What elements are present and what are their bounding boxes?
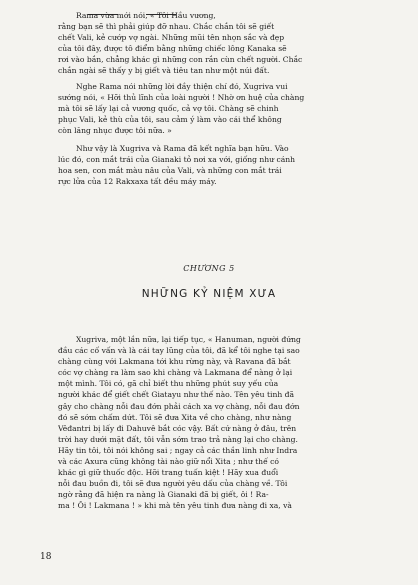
paragraph-3: Như vậy là Xugriva và Rama đã kết nghĩa bạn hữu. Vào lúc đó, con mắt trái của Gianaki tỏ nơi xa với, giống như cánh hoa sen, con mắt màu nâu của Vali, và những con mắt trái rực lửa của 12 Rakxaxa tất đều máy máy.: [58, 144, 296, 187]
paragraph-1: Rama vừa mới nói, « Tôi Hầu vương, rằng bạn sẽ thì phải giúp đỡ nhau. Chắc chắn tôi sẽ giết chết Vali, kẻ cướp vợ ngài. Những mũi tên nhọn sắc và đẹp của tôi đây, được tô điểm bằng những chiếc lông Kanaka sẽ rơi vào bắn, chẳng khác gì những con rắn cùn chết người. Chắc chắn ngài sẽ thấy y bị giết và tiêu tan như một núi đất.: [58, 11, 303, 76]
chapter-title: NHỮNG KỶ NIỆM XƯA: [141, 288, 277, 300]
paragraph-4: Xugriva, một lần nữa, lại tiếp tục, « Hanuman, người đứng đầu các cố vấn và là cái tay lũng của tôi, đã kể tôi nghe tại sao chàng cùng với Lakmana tới khu rừng này, và Ravana đã bắt cóc vợ chàng ra làm sao khi chàng và Lakmana để nàng ở lại một mình. Tôi có, gã chỉ biết thu những phút suy yếu của người khác để giết chết Giatayu như thế nào. Tên yêu tinh đã gây cho chàng nỗi đau đớn phải cách xa vợ chàng, nỗi đau đớn đó sẽ sớm chấm dứt. Tôi sẽ đưa Xita về cho chàng, như nàng Vêđantri bị lấy đi Dahuvê bắt cóc vậy. Bất cứ nàng ở đâu, trên trời hay dưới mặt đất, tôi vẫn sớm trao trả nàng lại cho chàng. Hãy tin tôi, tôi nói không sai ; ngay cả các thần linh như Indra và các Axura cũng không tài nào giữ nổi Xita ; như thế có khác gì giữ thuốc độc. Hỡi trang tuấn kiệt ! Hãy xua đuổi nỗi đau buồn đi, tôi sẽ đưa người yêu dấu của chàng về. Tôi ngờ rằng đã hiện ra nàng là Gianaki đã bị giết, ôi ! Ra- ma ! Ôi ! Lakmana ! » khi mà tên yêu tinh đưa nàng đi xa, và: [58, 335, 301, 511]
chapter-label: CHƯƠNG 5: [183, 264, 235, 273]
paragraph-2: Nghe Rama nói những lời đầy thiện chí đó, Xugriva vui sướng nói, « Hỡi thủ lĩnh của loài người ! Nhờ ơn huệ của chàng mà tôi sẽ lấy lại cả vương quốc, cả vợ tôi. Chàng sẽ chinh phục Vali, kẻ thù của tôi, sau cảm ý làm vào cái thể không còn lăng nhục được tôi nữa. »: [58, 82, 305, 136]
page-number: 18: [40, 552, 52, 562]
